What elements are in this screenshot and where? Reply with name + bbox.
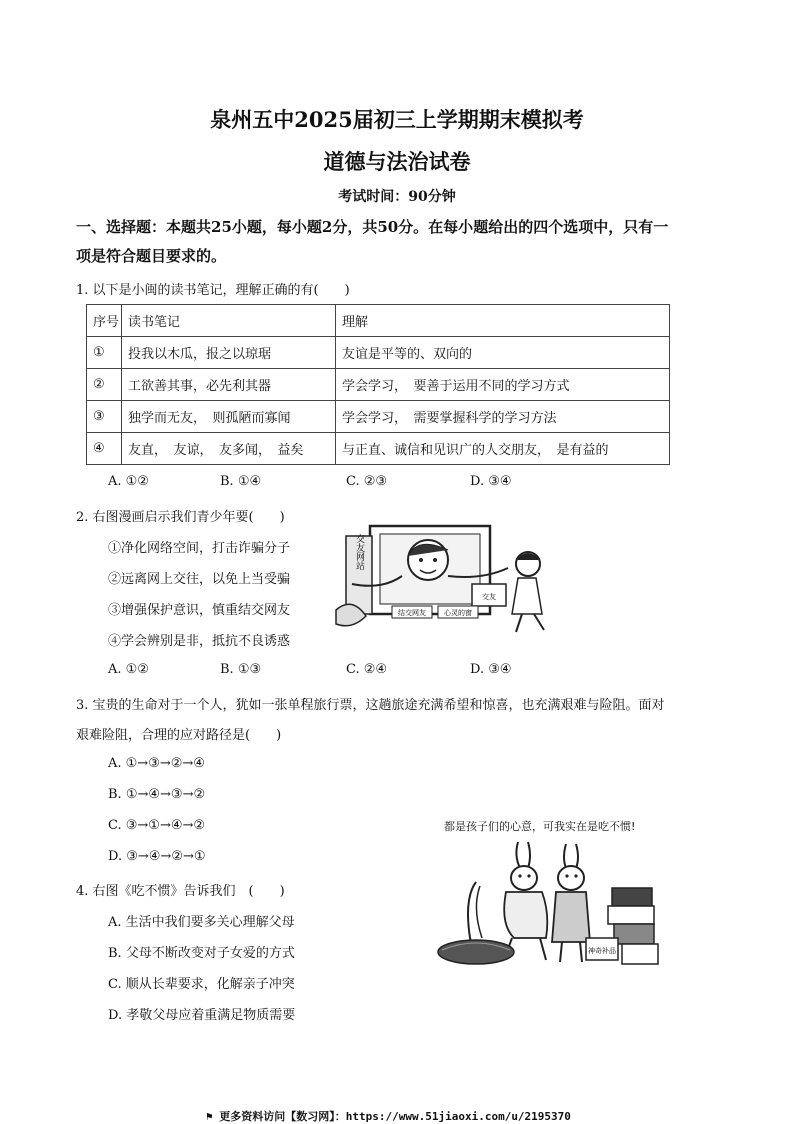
table-cell: ① [87, 337, 122, 369]
table-cell: ② [87, 369, 122, 401]
section-heading-line2: 项是符合题目要求的。 [76, 247, 227, 265]
q2-item-2: ②远离网上交往，以免上当受骗 [108, 572, 291, 587]
table-cell: 与正直、诚信和见识广的人交朋友， 是有益的 [336, 433, 670, 465]
table-row [87, 401, 670, 433]
table-row [87, 337, 670, 369]
gift-box [608, 906, 654, 924]
table-header: 理解 [336, 305, 670, 337]
q2-item-3: ③增强保护意识，慎重结交网友 [108, 603, 291, 618]
online-friend-cartoon [332, 520, 562, 640]
flag-icon: ⚑ [206, 1110, 220, 1123]
gift-box-label: 神奇补品 [588, 947, 616, 955]
grandma-rabbit-head [558, 866, 584, 890]
elderly-rabbits-cartoon [436, 838, 666, 970]
q1-option-b: B. ①④ [220, 474, 262, 489]
basket [438, 940, 514, 964]
grandpa-rabbit-head [511, 866, 537, 890]
q2-item-4: ④学会辨别是非，抵抗不良诱惑 [108, 634, 291, 649]
q3-option-b: B. ①→④→③→② [108, 787, 206, 802]
table-cell: 工欲善其事，必先利其器 [122, 369, 336, 401]
q3-option-c: C. ③→①→④→② [108, 818, 206, 833]
gift-box [612, 888, 652, 906]
gift-label: 交友 [482, 593, 496, 601]
q4-option-a: A. 生活中我们要多关心理解父母 [108, 915, 295, 930]
q4-option-d: D. 孝敬父母应着重满足物质需要 [108, 1008, 296, 1023]
footer-link[interactable] [206, 1108, 571, 1124]
table-cell: 友谊是平等的、双向的 [336, 337, 670, 369]
table-header: 序号 [87, 305, 122, 337]
q2-option-b: B. ①③ [220, 662, 262, 677]
q2-option-d: D. ③④ [470, 662, 512, 677]
q3-option-d: D. ③→④→②→① [108, 849, 206, 864]
grandma-rabbit-body [552, 892, 590, 942]
q2-option-a: A. ①② [108, 662, 149, 677]
table-cell: 学会学习， 需要掌握科学的学习方法 [336, 401, 670, 433]
q3-stem-line1: 3. 宝贵的生命对于一个人，犹如一张单程旅行票，这趟旅途充满希望和惊喜，也充满艰难与险阻。面对 [76, 698, 665, 713]
q4-option-b: B. 父母不断改变对子女爱的方式 [108, 946, 295, 961]
q1-stem: 1. 以下是小闽的读书笔记，理解正确的有( ) [76, 283, 350, 298]
grandpa-rabbit-body [504, 892, 547, 938]
q1-option-d: D. ③④ [470, 474, 512, 489]
table-row [87, 433, 670, 465]
q2-option-c: C. ②④ [346, 662, 388, 677]
footer-text: 更多资料访问【数习网】：https://www.51jiaoxi.com/u/2195370 [219, 1110, 571, 1123]
rabbit-ears [516, 842, 530, 868]
q2-stem: 2. 右图漫画启示我们青少年要( ) [76, 510, 285, 525]
table-row [87, 369, 670, 401]
table-cell: ④ [87, 433, 122, 465]
q1-option-a: A. ①② [108, 474, 149, 489]
sign-text: 结交网友 [398, 609, 426, 617]
cartoon-caption: 都是孩子们的心意，可我实在是吃不惯! [444, 820, 636, 833]
gift-box [622, 944, 658, 964]
reading-notes-table [86, 304, 670, 465]
exam-time: 考试时间：90分钟 [338, 189, 456, 205]
exam-subtitle: 道德与法治试卷 [323, 149, 471, 174]
table-cell: ③ [87, 401, 122, 433]
sign-text: 心灵的窗 [444, 609, 472, 617]
q2-item-1: ①净化网络空间，打击诈骗分子 [108, 541, 291, 556]
gift-box [614, 924, 654, 944]
q3-stem-line2: 艰难险阻，合理的应对路径是( ) [76, 728, 282, 743]
q1-option-c: C. ②③ [346, 474, 388, 489]
table-cell: 投我以木瓜，报之以琼琚 [122, 337, 336, 369]
table-header: 读书笔记 [122, 305, 336, 337]
banner-text: 交友网站 [354, 534, 364, 570]
table-cell: 学会学习， 要善于运用不同的学习方式 [336, 369, 670, 401]
section-heading-line1: 一、选择题：本题共25小题，每小题2分，共50分。在每小题给出的四个选项中，只有一 [76, 218, 669, 236]
exam-title: 泉州五中2025届初三上学期期末模拟考 [210, 107, 584, 132]
q3-option-a: A. ①→③→②→④ [108, 756, 205, 771]
q4-stem: 4. 右图《吃不惯》告诉我们 ( ) [76, 884, 285, 899]
table-header-row [87, 305, 670, 337]
teen-body [512, 578, 542, 614]
table-cell: 独学而无友， 则孤陋而寡闻 [122, 401, 336, 433]
q4-option-c: C. 顺从长辈要求，化解亲子冲突 [108, 977, 295, 992]
table-cell: 友直， 友谅， 友多闻， 益矣 [122, 433, 336, 465]
